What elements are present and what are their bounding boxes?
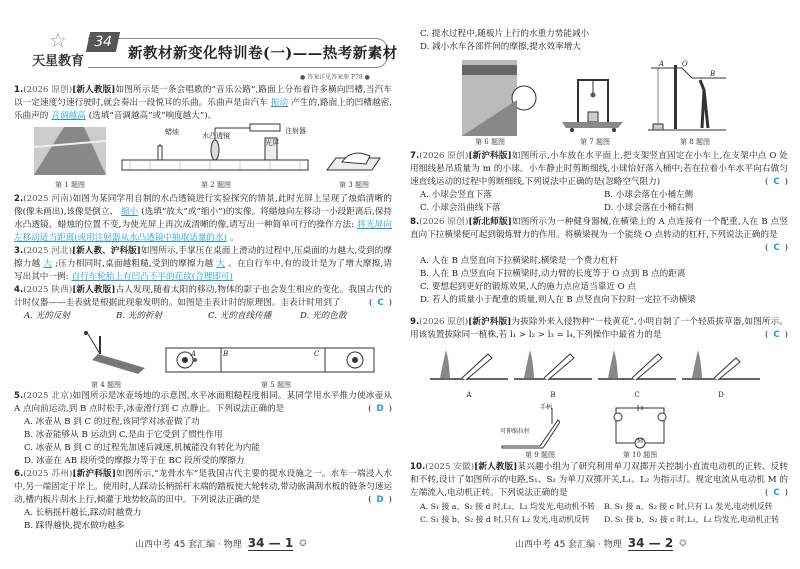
question-8 [410, 216, 788, 307]
answer-choice: ( C ) [764, 488, 788, 498]
option-d: D. 减小水车各部件间的摩擦,提水效率增大 [420, 42, 581, 52]
q-number: 2. [14, 194, 24, 204]
answer-blank: 音调越高 [51, 111, 86, 121]
figure-caption: 第 5 题图 [261, 381, 291, 389]
option-a: A. 人在 B 点竖直向下拉横梁时,横梁是一个费力杠杆 [420, 256, 619, 266]
q-number: 7. [410, 151, 420, 161]
answer-choice: ( C ) [764, 243, 788, 253]
answer-blank: 将光屏向左移动适当距离(或用注射器从水凸透镜中抽取适量的水) [14, 220, 392, 243]
option-b: B. 踩得越快,提水做功越多 [24, 521, 125, 531]
footer-left [135, 536, 307, 551]
answer-choice: ( D ) [368, 495, 392, 505]
star-icon: ✪ [679, 538, 687, 549]
q-number: 4. [14, 285, 24, 295]
answer-blank: 缩小 [121, 207, 139, 217]
label-b: B [223, 350, 229, 358]
label-a: A [659, 60, 665, 68]
footer-text: 山西中考 45 套汇编 · 物理 [515, 540, 622, 550]
paper-number-badge: 34 [86, 32, 120, 52]
figure-6-waterwheel [462, 60, 537, 136]
label-b: B [710, 70, 716, 78]
q-source: (2026 原创) [23, 85, 73, 95]
option-b: B. S₁ 接 a、S₂ 接 c 时,只有 L₁ 发光,电动机反转 [604, 502, 773, 511]
q-source: (2026 原创) [419, 217, 469, 227]
option-d: D. 若人的质量小于配重的质量,则人在 B 点竖直向下拉时一定拉不动横梁 [420, 295, 696, 305]
option-a: A. S₁ 接 a、S₂ 接 d 时,L₁、L₂ 均发光,电动机不转 [420, 502, 595, 511]
option-a: A. 小球会竖直下落 [420, 190, 492, 200]
q-number: 5. [14, 391, 24, 401]
q-text: ;压力相同时,桌面越粗糙,受到的摩擦力越 [55, 259, 214, 269]
q-number: 6. [14, 469, 24, 479]
q-text: 某兴趣小组为了研究利用单刀双掷开关控制小直流电动机的正转、反转和不转,设计了如图所示的电路,S₁、S₂ 为单刀双掷开关,L₁、L₂ 为指示灯。规定电流从电动机 M 的左端流入,电动机正转。下列说法正确的是 [410, 462, 788, 498]
figure-4-gnomon [60, 330, 150, 376]
answer-letter: C [773, 330, 780, 340]
question-1 [14, 84, 392, 123]
star-icon: ✪ [299, 538, 307, 549]
question-9 [410, 316, 788, 342]
label-motor: M [637, 438, 644, 445]
label-syringe: 注射器 [285, 127, 306, 135]
label-c: C [314, 350, 320, 358]
q-number: 3. [14, 246, 24, 256]
brand-name: 天星教育 [31, 54, 84, 69]
option-c: C. S₁ 接 b、S₂ 接 d 时,只有 L₂ 发光,电动机反转 [420, 515, 590, 524]
question-5 [14, 390, 392, 468]
q-tag: [新人教版] [72, 285, 116, 295]
q-text: 如图所示,手掌压在桌面上滑动的过程中,压桌面的力越大,受到的摩擦力越 [14, 246, 392, 269]
q-source: (2025 河北) [23, 246, 72, 256]
figure-1-music-road [34, 127, 106, 175]
q-text: 。在自行车中,有的设计是为了增大摩擦,请写出其中一例: [14, 259, 392, 282]
panel-label: C [634, 391, 640, 399]
answer-choice: ( D ) [368, 404, 392, 414]
q-text: 产生的,路面上的凹槽越密,乐曲声的 [14, 98, 392, 121]
answer-letter: C [773, 243, 780, 253]
answer-note: ● 答案详见答案册 P78 ● [300, 74, 370, 81]
figure-caption: 第 7 题图 [580, 138, 610, 146]
figure-caption: 第 1 题图 [55, 181, 85, 189]
option-d: D. 光的色散 [300, 311, 347, 321]
q-text: 。 [229, 233, 239, 243]
q-number: 8. [410, 217, 420, 227]
label-water-lens: 水凸透镜 [202, 132, 230, 140]
option-c: C. 冰壶从 B 到 C 的过程先加速后减速,机械能没有转化为内能 [24, 443, 260, 453]
page-number: 34 — 1 [247, 536, 294, 550]
q-text: 如图所示,小车放在水平面上,把支架竖直固定在小车上,在支架中点 O 处用细线悬吊质量为 m 的小球。小车静止时剪断细线,小球恰好落入桶中;若在拉着小车水平向右做匀速直线运动的过程中剪断细线,下列说法中正确的是(忽略空气阻力) [410, 151, 788, 187]
answer-letter: D [376, 404, 384, 414]
q-tag: [新沪科版] [72, 469, 116, 479]
q-text: 古人发现,随着太阳的移动,物体的影子也会发生相应的变化。我国古代的计时仪器——圭表就是根据此现象发明的。如图是圭表计时的原理图。圭表计时用到了 [14, 285, 393, 308]
question-3 [14, 245, 392, 284]
page-title: 新教材新变化特训卷(一)——热考新素材 [128, 45, 398, 62]
q9-panel [598, 348, 676, 399]
q-tag: [新人教版] [474, 462, 518, 472]
answer-letter: C [773, 177, 780, 187]
option-b: B. 光的折射 [116, 311, 163, 321]
q-text: 如图所示是一条会唱歌的“音乐公路”,路面上分布着许多横向凹槽,当汽车以一定速度匀速行驶时,就会奏出一段悦耳的乐曲。乐曲声是由汽车 [14, 85, 392, 108]
figure-caption: 第 6 题图 [475, 138, 505, 146]
q-tag: [新人教、沪科版] [71, 246, 141, 256]
q-number: 10. [410, 462, 426, 472]
q-text: 如图所示为一种健身器械,在横梁上的 A 点连接有一个配重,人在 B 点竖直向下拉横梁便可起到锻炼臂力的作用。将横梁视为一个能绕 O 点转动的杠杆,下列说法正确的是 [410, 217, 788, 240]
question-6-cont [420, 28, 790, 54]
page-number: 34 — 2 [627, 536, 674, 550]
option-d: D. S₁ 接 b、S₂ 接 c 时,L₁、L₂ 均发光,电动机正转 [604, 515, 780, 524]
q9-panels [430, 348, 760, 399]
figure-caption: 第 4 题图 [91, 381, 121, 389]
figure-caption: 第 10 题图 [622, 451, 658, 459]
option-c: C. 小球会沿曲线下落 [420, 203, 501, 213]
figure-caption: 第 9 题图 [525, 451, 555, 459]
q-text: 如图为某同学用自制的水凸透镜进行实验探究的情景,此时光屏上呈现了烛焰清晰的像(像未画出),该像是倒立、 [14, 194, 392, 217]
q-source: (2025 苏州) [23, 469, 73, 479]
label-candle: 蜡烛 [165, 128, 179, 136]
option-b: B. 小球会落在小桶左侧 [604, 190, 694, 200]
option-c: C. 光的直线传播 [208, 311, 272, 321]
weed-puller-diagram [430, 348, 508, 388]
q-number: 9. [410, 317, 420, 327]
q-tag: [新人教版] [72, 85, 116, 95]
option-a: A. 光的反射 [24, 311, 71, 321]
option-d: D. 小球会落在小桶右侧 [604, 203, 694, 213]
answer-blank: 大 [43, 259, 53, 269]
question-10 [410, 461, 788, 526]
footer-text: 山西中考 45 套汇编 · 物理 [135, 540, 242, 550]
answer-letter: C [377, 298, 384, 308]
answer-choice: ( C ) [368, 298, 392, 308]
answer-blank: 自行车轮胎上有凹凸不平的花纹(合理即可) [71, 272, 233, 282]
option-d: D. 冰壶在 AB 段所受的摩擦力等于在 BC 段所受的摩擦力 [24, 456, 245, 466]
q-text: 如图所示是冰壶场地的示意图,水平冰面粗糙程度相同。某同学用水平推力使冰壶从 A 点向前运动,到 B 点时松手,冰壶滑行到 C 点静止。下列说法正确的是 [14, 391, 392, 414]
answer-choice: ( C ) [764, 330, 788, 340]
option-b: B. 人在 B 点竖直向下拉横梁时,动力臂的长度等于 O 点到 B 点的距离 [420, 269, 686, 279]
answer-choice: ( C ) [764, 177, 788, 187]
q-source: (2026 原创) [419, 317, 469, 327]
option-b: B. 冰壶能够从 B 运动到 C,是由于它受到了惯性作用 [24, 430, 223, 440]
weed-puller-diagram [682, 348, 760, 388]
question-2 [14, 193, 392, 245]
q9-panel [430, 348, 508, 399]
q-text: (选填“音调越高”或“响度越大”)。 [88, 111, 217, 121]
option-a: A. 长柄摇杆越长,踩动时越费力 [24, 508, 142, 518]
question-6 [14, 468, 392, 533]
q-tag: [新北师版] [468, 217, 512, 227]
label-handle: 手柄 [540, 404, 553, 411]
answer-letter: D [376, 495, 384, 505]
figure-3-hand-on-table [322, 140, 382, 176]
label-a: A [191, 350, 197, 358]
q-tag: [新沪科版] [468, 317, 512, 327]
weed-puller-diagram [514, 348, 592, 388]
q-source: (2025 安徽) [425, 462, 475, 472]
question-7 [410, 150, 788, 215]
figure-caption: 第 3 题图 [339, 181, 369, 189]
figure-caption: 第 2 题图 [201, 181, 231, 189]
panel-label: D [718, 391, 724, 399]
answer-letter: C [773, 488, 780, 498]
option-c: C. 要想起到更好的锻炼效果,人的施力点应适当靠近 O 点 [420, 282, 637, 292]
figure-5-curling-track [165, 345, 375, 375]
q-tag: [新沪科版] [468, 151, 512, 161]
q-source: (2025 陕西) [23, 285, 73, 295]
figure-7-cart-pendulum [560, 72, 625, 132]
label-screen: 光屏 [265, 139, 279, 147]
brand-logo [28, 30, 88, 69]
q9-panel [514, 348, 592, 399]
q-text: 如图所示,“龙骨水车”是我国古代主要的提水设施之一。水车一端浸入水中,另一端固定于岸上。使用时,人踩动长柄摇杆末端的踏板使大轮转动,带动嵌满刮水板的链条匀速运动,槽内板片刮水上行,倾灌于地势较高的田中。下列说法正确的是 [14, 469, 392, 505]
q-source: (2025 北京) [23, 391, 73, 401]
figure-caption: 第 8 题图 [680, 138, 710, 146]
footer-right [515, 536, 687, 551]
answer-blank: 振动 [270, 98, 289, 108]
option-c: C. 提水过程中,随板片上行的水重力势能减小 [420, 29, 590, 39]
label-o: O [682, 60, 688, 68]
q-number: 1. [14, 85, 24, 95]
label-telescopic-rod: 可伸缩拉杆 [500, 428, 531, 435]
answer-blank: 大 [216, 259, 226, 269]
q9-panel [682, 348, 760, 399]
option-a: A. 冰壶从 B 到 C 的过程,该同学对冰壶做了功 [24, 417, 200, 427]
q-source: (2025 河南) [23, 194, 73, 204]
panel-label: B [550, 391, 556, 399]
q-text: 为拔除外来入侵物种“一枝黄花”,小明自制了一个轻质拔草器,如图所示。用该装置拔除同一植株,若 l₁ > l₂ > l₃ = l₄,下列操作中最省力的是 [410, 317, 788, 340]
panel-label: A [466, 391, 472, 399]
star-icon: ☆ [49, 28, 67, 52]
q-text: (选填“放大”或“缩小”)的实像。将蜡烛向左移动一小段距离后,保持水凸透镜、蜡烛的位置不变,为使光屏上再次成清晰的像,请写出一种简单可行的操作方法: [14, 207, 392, 230]
q-source: (2026 原创) [419, 151, 469, 161]
weed-puller-diagram [598, 348, 676, 388]
question-4 [14, 284, 392, 323]
